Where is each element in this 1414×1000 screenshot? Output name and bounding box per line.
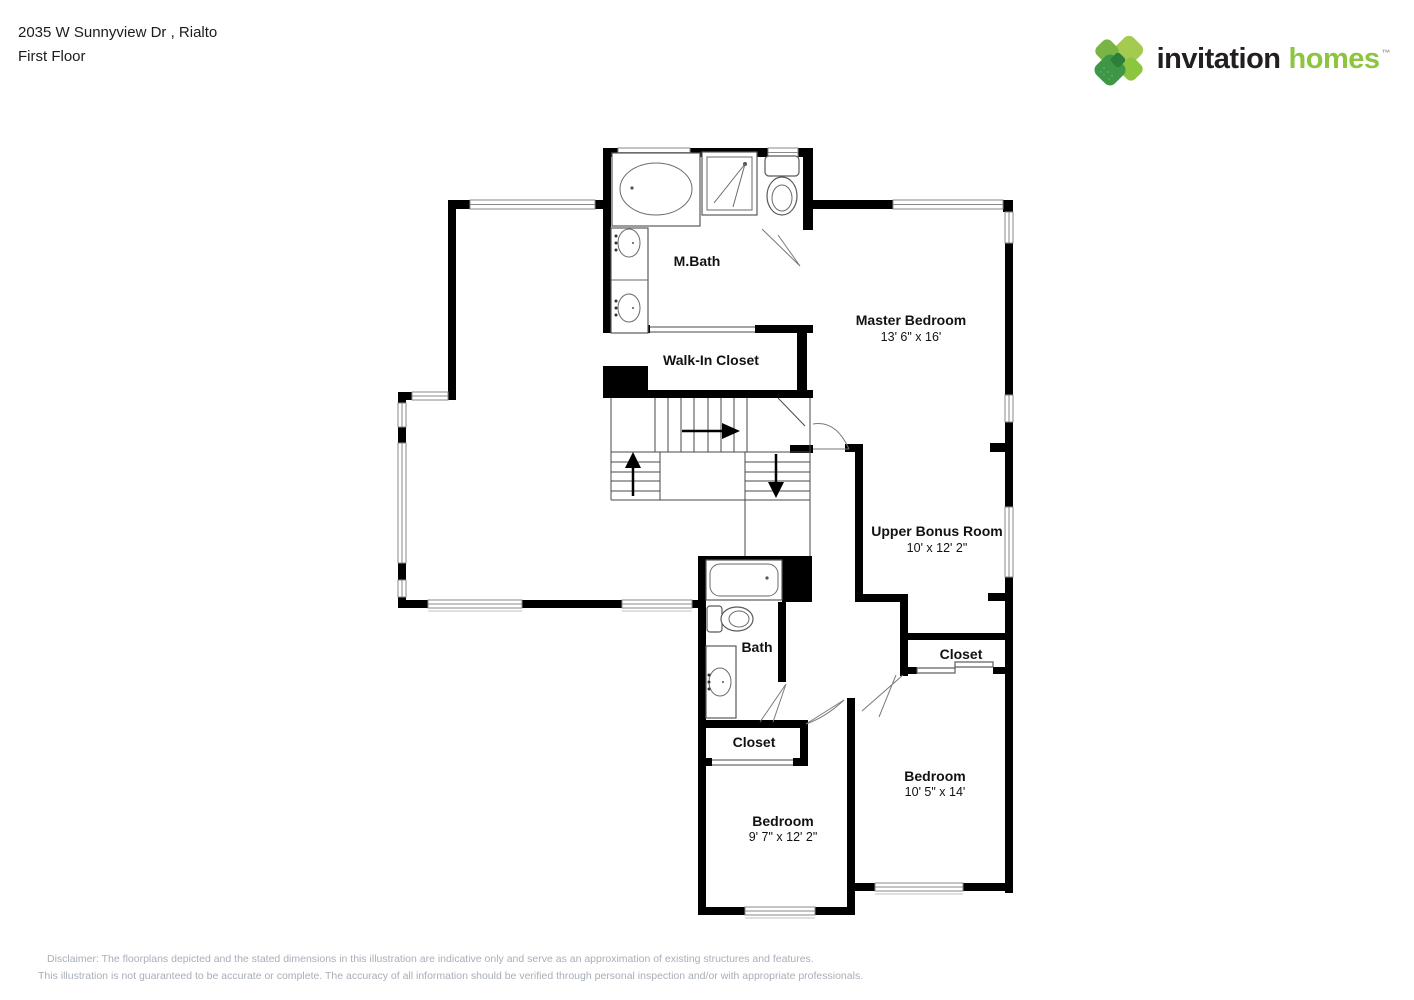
bathtub-icon	[612, 153, 700, 226]
logo-word-invitation: invitation	[1156, 42, 1281, 75]
label-bath: Bath	[741, 639, 773, 655]
label-closet-left: Closet	[732, 734, 776, 750]
window	[398, 403, 406, 427]
window	[875, 883, 963, 891]
label-upper-bonus-room: Upper Bonus Room	[871, 523, 1003, 539]
dims-bedroom-left: 9' 7" x 12' 2"	[748, 830, 818, 844]
window	[1005, 507, 1013, 577]
right-bedroom-doors	[862, 675, 903, 717]
stair-arrow-right	[682, 423, 740, 439]
toilet-icon	[765, 156, 799, 215]
fixtures	[611, 152, 993, 765]
dims-bedroom-right: 10' 5" x 14'	[904, 785, 966, 799]
window	[1005, 212, 1013, 243]
label-master-bedroom: Master Bedroom	[855, 312, 967, 328]
logo-word-homes: homes	[1288, 42, 1380, 75]
window	[398, 580, 406, 597]
window	[470, 200, 595, 209]
left-closet-opening	[712, 760, 793, 765]
walkin-closet-opening	[650, 327, 755, 332]
window	[893, 200, 1003, 209]
window	[622, 600, 692, 608]
room-labels	[663, 253, 1003, 844]
wc-door	[762, 229, 800, 266]
window	[412, 392, 448, 400]
address-text: 2035 W Sunnyview Dr , Rialto	[18, 24, 218, 41]
logo-trademark: ™	[1381, 47, 1390, 58]
sink-vanity-icon	[706, 646, 736, 718]
disclaimer-line1: Disclaimer: The floorplans depicted and the stated dimensions in this illustration are indicative only and serve as an approximation of existing structures and features.	[47, 953, 814, 965]
label-closet-right: Closet	[939, 646, 983, 662]
window	[745, 907, 815, 915]
shower-icon	[702, 152, 757, 215]
toilet-icon	[707, 606, 753, 632]
floor-label: First Floor	[18, 48, 86, 65]
left-bedroom-door	[806, 700, 844, 724]
dims-upper-bonus-room: 10' x 12' 2"	[906, 541, 968, 555]
master-bedroom-door	[813, 424, 849, 449]
stair-arrow-up	[625, 452, 641, 496]
dims-master-bedroom: 13' 6" x 16'	[880, 330, 942, 344]
label-m-bath: M.Bath	[673, 253, 721, 269]
bath-door	[760, 684, 786, 722]
closet-bifold-doors	[917, 662, 993, 673]
label-walk-in-closet: Walk-In Closet	[663, 352, 759, 368]
label-bedroom-right: Bedroom	[904, 768, 966, 784]
double-sink-vanity-icon	[611, 228, 648, 333]
window	[428, 600, 522, 608]
bathtub-icon	[706, 560, 782, 600]
window	[398, 443, 406, 563]
disclaimer-line2: This illustration is not guaranteed to be accurate or complete. The accuracy of all information should be verified through personal inspection and/or with appropriate professionals.	[38, 970, 864, 982]
staircase	[611, 398, 810, 556]
window	[1005, 395, 1013, 422]
label-bedroom-left: Bedroom	[752, 813, 814, 829]
